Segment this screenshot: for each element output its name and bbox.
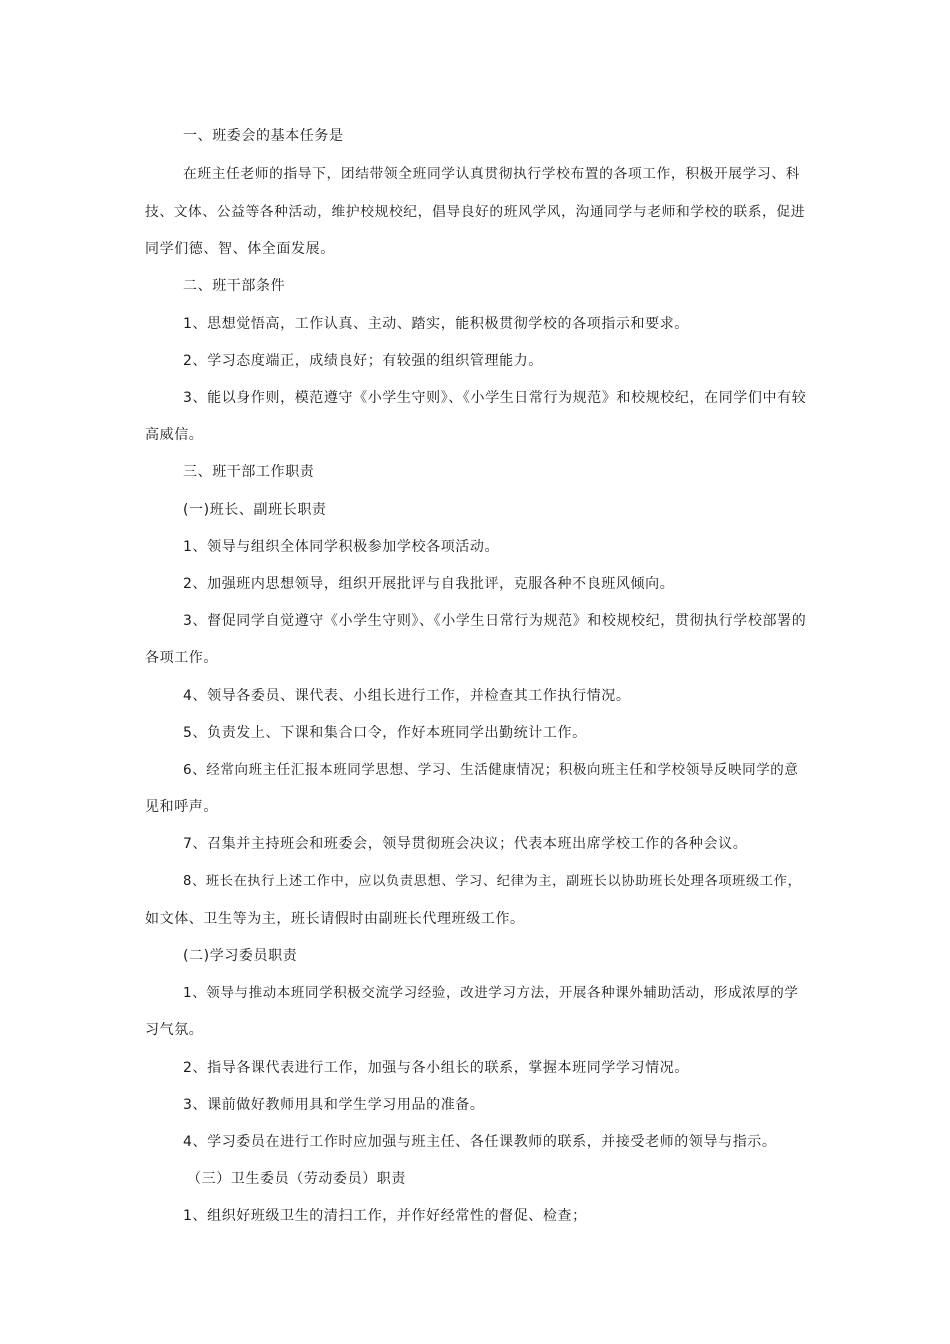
list-item: 1、领导与推动本班同学积极交流学习经验，改进学习方法，开展各种课外辅助活动，形成浓厚的学 <box>183 985 799 1001</box>
subsection-heading: （三）卫生委员（劳动委员）职责 <box>187 1171 406 1187</box>
list-item: 3、督促同学自觉遵守《小学生守则》、《小学生日常行为规范》和校规校纪，贯彻执行学校部署的 <box>183 613 807 629</box>
list-item: 6、经常向班主任汇报本班同学思想、学习、生活健康情况；积极向班主任和学校领导反映同学的意 <box>183 762 799 778</box>
list-item: 1、组织好班级卫生的清扫工作，并作好经常性的督促、检查； <box>183 1208 587 1224</box>
list-item: 4、领导各委员、课代表、小组长进行工作，并检查其工作执行情况。 <box>183 688 631 704</box>
list-item: 3、能以身作则，模范遵守《小学生守则》、《小学生日常行为规范》和校规校纪，在同学们中有较 <box>183 390 807 406</box>
list-item: 3、课前做好教师用具和学生学习用品的准备。 <box>183 1097 485 1113</box>
list-item-continuation: 见和呼声。 <box>145 799 218 815</box>
subsection-heading: (二)学习委员职责 <box>183 948 298 964</box>
paragraph-line: 技、文体、公益等各种活动，维护校规校纪，倡导良好的班风学风，沟通同学与老师和学校的联系，促进 <box>145 204 806 220</box>
section-heading-1: 一、班委会的基本任务是 <box>183 128 344 144</box>
list-item: 1、思想觉悟高，工作认真、主动、踏实，能积极贯彻学校的各项指示和要求。 <box>183 316 689 332</box>
list-item: 2、指导各课代表进行工作，加强与各小组长的联系，掌握本班同学学习情况。 <box>183 1060 689 1076</box>
paragraph-line: 同学们德、智、体全面发展。 <box>145 241 335 257</box>
list-item-continuation: 习气氛。 <box>145 1022 204 1038</box>
list-item-continuation: 如文体、卫生等为主，班长请假时由副班长代理班级工作。 <box>145 911 525 927</box>
list-item: 8、班长在执行上述工作中，应以负责思想、学习、纪律为主，副班长以协助班长处理各项班级工作， <box>183 874 802 889</box>
list-item: 2、学习态度端正，成绩良好；有较强的组织管理能力。 <box>183 353 543 369</box>
list-item: 5、负责发上、下课和集合口令，作好本班同学出勤统计工作。 <box>183 725 587 741</box>
list-item: 4、学习委员在进行工作时应加强与班主任、各任课教师的联系，并接受老师的领导与指示。 <box>183 1134 777 1150</box>
section-heading-3: 三、班干部工作职责 <box>183 464 315 480</box>
paragraph-line: 在班主任老师的指导下，团结带领全班同学认真贯彻执行学校布置的各项工作，积极开展学习、科 <box>183 166 801 182</box>
subsection-heading: (一)班长、副班长职责 <box>183 502 327 518</box>
list-item-continuation: 各项工作。 <box>145 650 218 666</box>
section-heading-2: 二、班干部条件 <box>183 278 286 294</box>
list-item-continuation: 高威信。 <box>145 427 204 443</box>
list-item: 7、召集并主持班会和班委会，领导贯彻班会决议；代表本班出席学校工作的各种会议。 <box>183 836 748 852</box>
list-item: 1、领导与组织全体同学积极参加学校各项活动。 <box>183 539 500 555</box>
list-item: 2、加强班内思想领导，组织开展批评与自我批评，克服各种不良班风倾向。 <box>183 576 675 592</box>
